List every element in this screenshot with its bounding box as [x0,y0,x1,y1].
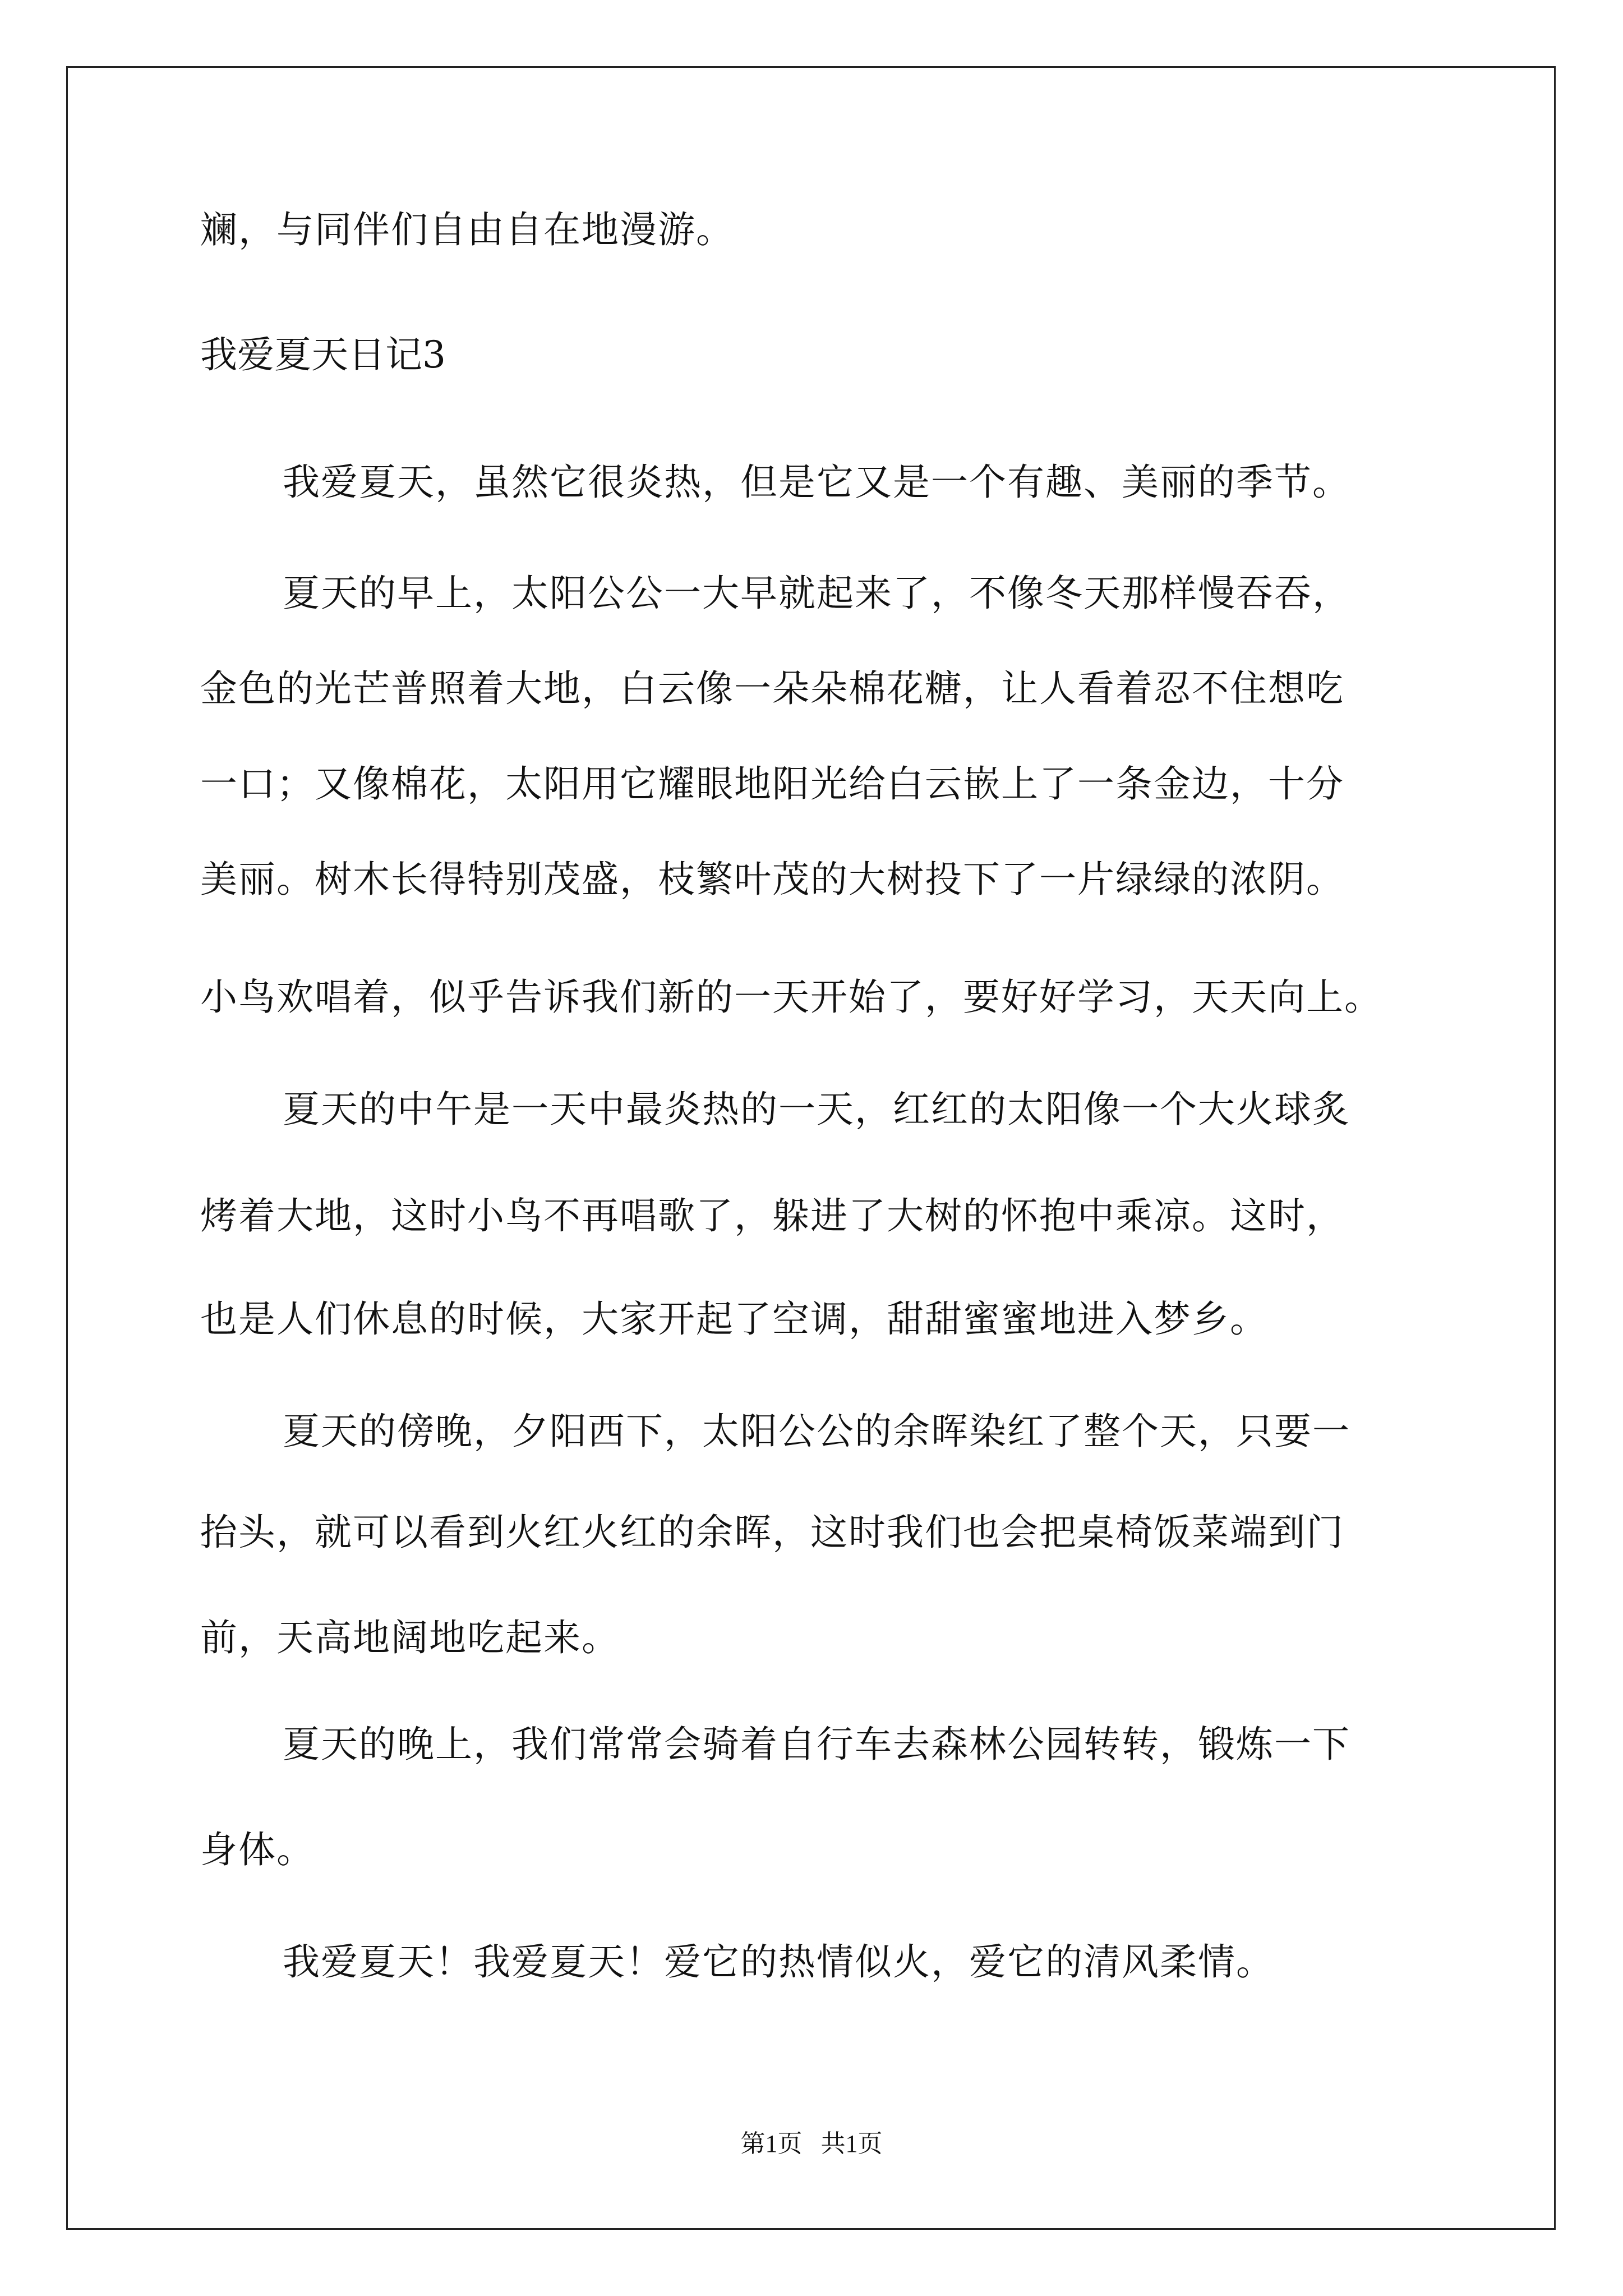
paragraph-2-line-3: 一口；又像棉花，太阳用它耀眼地阳光给白云嵌上了一条金边，十分 [200,762,1344,806]
paragraph-2-line-5: 小鸟欢唱着，似乎告诉我们新的一天开始了，要好好学习，天天向上。 [200,976,1382,1019]
paragraph-2-line-2: 金色的光芒普照着大地，白云像一朵朵棉花糖，让人看着忍不住想吃 [200,667,1344,710]
text-line-continuation: 斓，与同伴们自由自在地漫游。 [200,208,734,251]
paragraph-4-line-1: 夏天的傍晚，夕阳西下，太阳公公的余晖染红了整个天，只要一 [283,1410,1350,1453]
paragraph-5-line-1: 夏天的晚上，我们常常会骑着自行车去森林公园转转，锻炼一下 [283,1723,1350,1766]
paragraph-3-line-3: 也是人们休息的时候，大家开起了空调，甜甜蜜蜜地进入梦乡。 [200,1297,1268,1341]
paragraph-3-line-2: 烤着大地，这时小鸟不再唱歌了，躲进了大树的怀抱中乘凉。这时， [200,1194,1344,1237]
paragraph-4-line-3: 前，天高地阔地吃起来。 [200,1616,620,1659]
section-title: 我爱夏天日记3 [200,333,446,376]
paragraph-3-line-1: 夏天的中午是一天中最炎热的一天，红红的太阳像一个大火球炙 [283,1088,1350,1131]
page-border [66,66,1556,2230]
paragraph-2-line-1: 夏天的早上，太阳公公一大早就起来了，不像冬天那样慢吞吞， [283,572,1350,615]
paragraph-6-line-1: 我爱夏天！我爱夏天！爱它的热情似火，爱它的清风柔情。 [283,1940,1274,1984]
paragraph-1-line-1: 我爱夏天，虽然它很炎热，但是它又是一个有趣、美丽的季节。 [283,461,1350,504]
paragraph-4-line-2: 抬头，就可以看到火红火红的余晖，这时我们也会把桌椅饭菜端到门 [200,1511,1344,1554]
paragraph-2-line-4: 美丽。树木长得特别茂盛，枝繁叶茂的大树投下了一片绿绿的浓阴。 [200,858,1344,901]
page-number-footer: 第1页 共1页 [740,2130,883,2157]
paragraph-5-line-2: 身体。 [200,1828,315,1871]
